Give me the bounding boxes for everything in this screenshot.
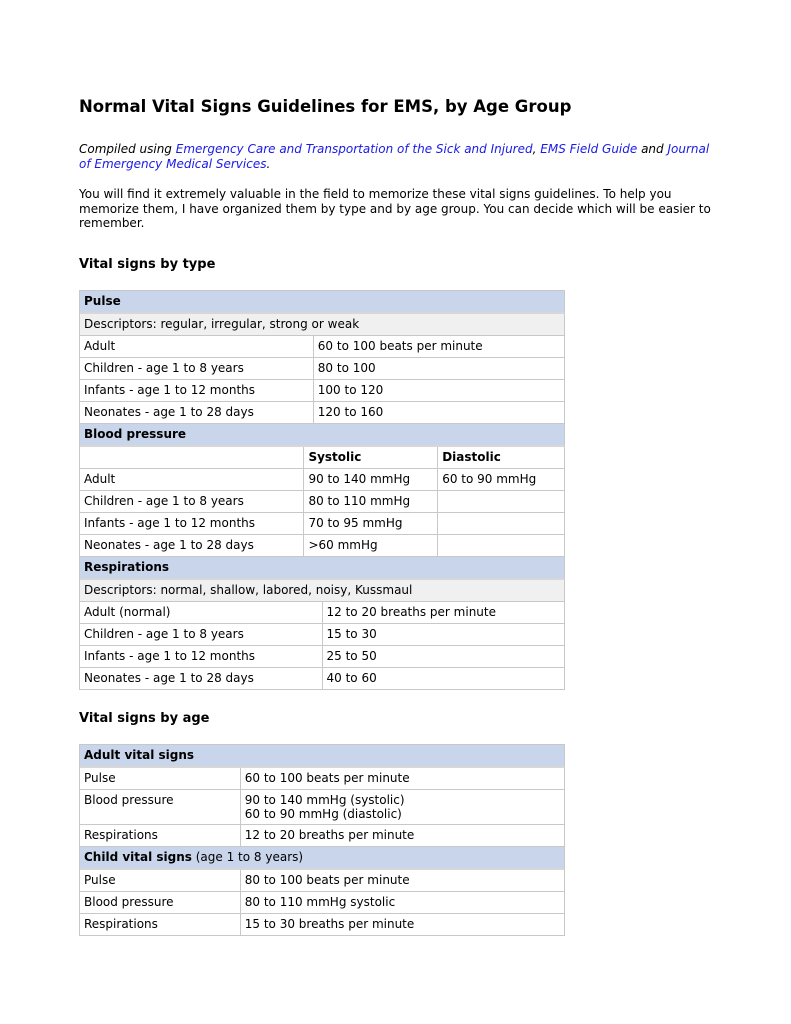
age-group-cell: Adult (normal) bbox=[80, 602, 323, 624]
respirations-descriptors: Descriptors: normal, shallow, labored, noisy, Kussmaul bbox=[80, 580, 565, 602]
link-emergency-care[interactable]: Emergency Care and Transportation of the Sick and Injured bbox=[175, 142, 533, 156]
section-heading-by-type: Vital signs by type bbox=[79, 256, 216, 272]
link-journal-ems[interactable]: Journal of Emergency Medical Services bbox=[79, 142, 710, 171]
sign-label-cell: Blood pressure bbox=[80, 892, 241, 914]
age-group-cell: Adult bbox=[80, 469, 304, 491]
diastolic-cell bbox=[438, 535, 565, 557]
diastolic-cell bbox=[438, 491, 565, 513]
adult-vital-signs-header: Adult vital signs bbox=[80, 745, 565, 768]
age-group-cell: Children - age 1 to 8 years bbox=[80, 624, 323, 646]
table-row bbox=[80, 790, 565, 825]
bp-column-header-row bbox=[80, 447, 565, 469]
value-cell: 120 to 160 bbox=[314, 402, 565, 424]
systolic-cell: >60 mmHg bbox=[304, 535, 438, 557]
intro-sep-1: , bbox=[532, 142, 541, 156]
sign-label-cell: Respirations bbox=[80, 914, 241, 936]
respirations-descriptor-row bbox=[80, 580, 565, 602]
systolic-cell: 70 to 95 mmHg bbox=[304, 513, 438, 535]
table-row bbox=[80, 825, 565, 847]
intro-paragraph: You will find it extremely valuable in the field to memorize these vital signs guidelines. To help you memorize them, I have organized them by type and by age group. You can decide which will be easier to remember. bbox=[79, 187, 711, 230]
vital-signs-by-type-table bbox=[79, 290, 565, 447]
empty-cell bbox=[80, 447, 304, 469]
value-cell: 25 to 50 bbox=[323, 646, 566, 668]
systolic-cell: 90 to 140 mmHg bbox=[304, 469, 438, 491]
intro-sep-2: and bbox=[637, 142, 668, 156]
value-cell: 15 to 30 breaths per minute bbox=[241, 914, 565, 936]
value-cell: 12 to 20 breaths per minute bbox=[241, 825, 565, 847]
table-row bbox=[80, 491, 565, 513]
table-row bbox=[80, 624, 565, 646]
table-row bbox=[80, 892, 565, 914]
age-group-cell: Children - age 1 to 8 years bbox=[80, 491, 304, 513]
table-row bbox=[80, 646, 565, 668]
child-vital-signs-header bbox=[80, 847, 565, 870]
child-header-label: Child vital signs bbox=[84, 850, 192, 864]
diastolic-cell: 60 to 90 mmHg bbox=[438, 469, 565, 491]
blood-pressure-header: Blood pressure bbox=[80, 424, 565, 447]
age-group-cell: Neonates - age 1 to 28 days bbox=[80, 668, 323, 690]
child-header-note: (age 1 to 8 years) bbox=[191, 850, 304, 864]
respirations-header-row bbox=[80, 557, 565, 580]
table-row bbox=[80, 668, 565, 690]
sign-label-cell: Pulse bbox=[80, 768, 241, 790]
value-cell: 80 to 100 bbox=[314, 358, 565, 380]
systolic-cell: 80 to 110 mmHg bbox=[304, 491, 438, 513]
value-cell: 80 to 110 mmHg systolic bbox=[241, 892, 565, 914]
adult-header-row bbox=[80, 745, 565, 768]
intro-citation bbox=[79, 142, 719, 171]
table-row bbox=[80, 870, 565, 892]
pulse-descriptors: Descriptors: regular, irregular, strong or weak bbox=[80, 314, 565, 336]
blood-pressure-table bbox=[79, 447, 565, 557]
table-row bbox=[80, 336, 565, 358]
value-cell: 60 to 100 beats per minute bbox=[241, 768, 565, 790]
bp-header-row bbox=[80, 424, 565, 447]
value-cell bbox=[241, 790, 565, 825]
value-cell: 60 to 100 beats per minute bbox=[314, 336, 565, 358]
diastolic-column-header: Diastolic bbox=[438, 447, 565, 469]
value-cell: 100 to 120 bbox=[314, 380, 565, 402]
diastolic-line: 60 to 90 mmHg (diastolic) bbox=[244, 806, 402, 821]
child-header-row bbox=[80, 847, 565, 870]
respirations-table bbox=[79, 557, 565, 690]
sign-label-cell: Respirations bbox=[80, 825, 241, 847]
age-group-cell: Infants - age 1 to 12 months bbox=[80, 646, 323, 668]
age-group-cell: Infants - age 1 to 12 months bbox=[80, 380, 314, 402]
table-row bbox=[80, 914, 565, 936]
systolic-line: 90 to 140 mmHg (systolic) bbox=[244, 792, 405, 807]
document-page bbox=[79, 96, 719, 936]
value-cell: 12 to 20 breaths per minute bbox=[323, 602, 566, 624]
section-heading-by-age: Vital signs by age bbox=[79, 710, 210, 726]
table-row bbox=[80, 535, 565, 557]
pulse-descriptor-row bbox=[80, 314, 565, 336]
table-row bbox=[80, 380, 565, 402]
age-group-cell: Neonates - age 1 to 28 days bbox=[80, 402, 314, 424]
systolic-column-header: Systolic bbox=[304, 447, 438, 469]
age-group-cell: Adult bbox=[80, 336, 314, 358]
diastolic-cell bbox=[438, 513, 565, 535]
pulse-header: Pulse bbox=[80, 291, 565, 314]
age-group-cell: Infants - age 1 to 12 months bbox=[80, 513, 304, 535]
table-row bbox=[80, 402, 565, 424]
sign-label-cell: Blood pressure bbox=[80, 790, 241, 825]
table-row bbox=[80, 469, 565, 491]
sign-label-cell: Pulse bbox=[80, 870, 241, 892]
vital-signs-by-age-table bbox=[79, 744, 565, 936]
value-cell: 80 to 100 beats per minute bbox=[241, 870, 565, 892]
link-ems-field-guide[interactable]: EMS Field Guide bbox=[540, 142, 638, 156]
value-cell: 40 to 60 bbox=[323, 668, 566, 690]
intro-suffix: . bbox=[266, 156, 271, 171]
age-group-cell: Children - age 1 to 8 years bbox=[80, 358, 314, 380]
intro-prefix: Compiled using bbox=[79, 142, 176, 156]
age-group-cell: Neonates - age 1 to 28 days bbox=[80, 535, 304, 557]
table-row bbox=[80, 358, 565, 380]
respirations-header: Respirations bbox=[80, 557, 565, 580]
table-row bbox=[80, 602, 565, 624]
value-cell: 15 to 30 bbox=[323, 624, 566, 646]
pulse-header-row bbox=[80, 291, 565, 314]
table-row bbox=[80, 768, 565, 790]
table-row bbox=[80, 513, 565, 535]
page-title: Normal Vital Signs Guidelines for EMS, by Age Group bbox=[79, 97, 572, 116]
